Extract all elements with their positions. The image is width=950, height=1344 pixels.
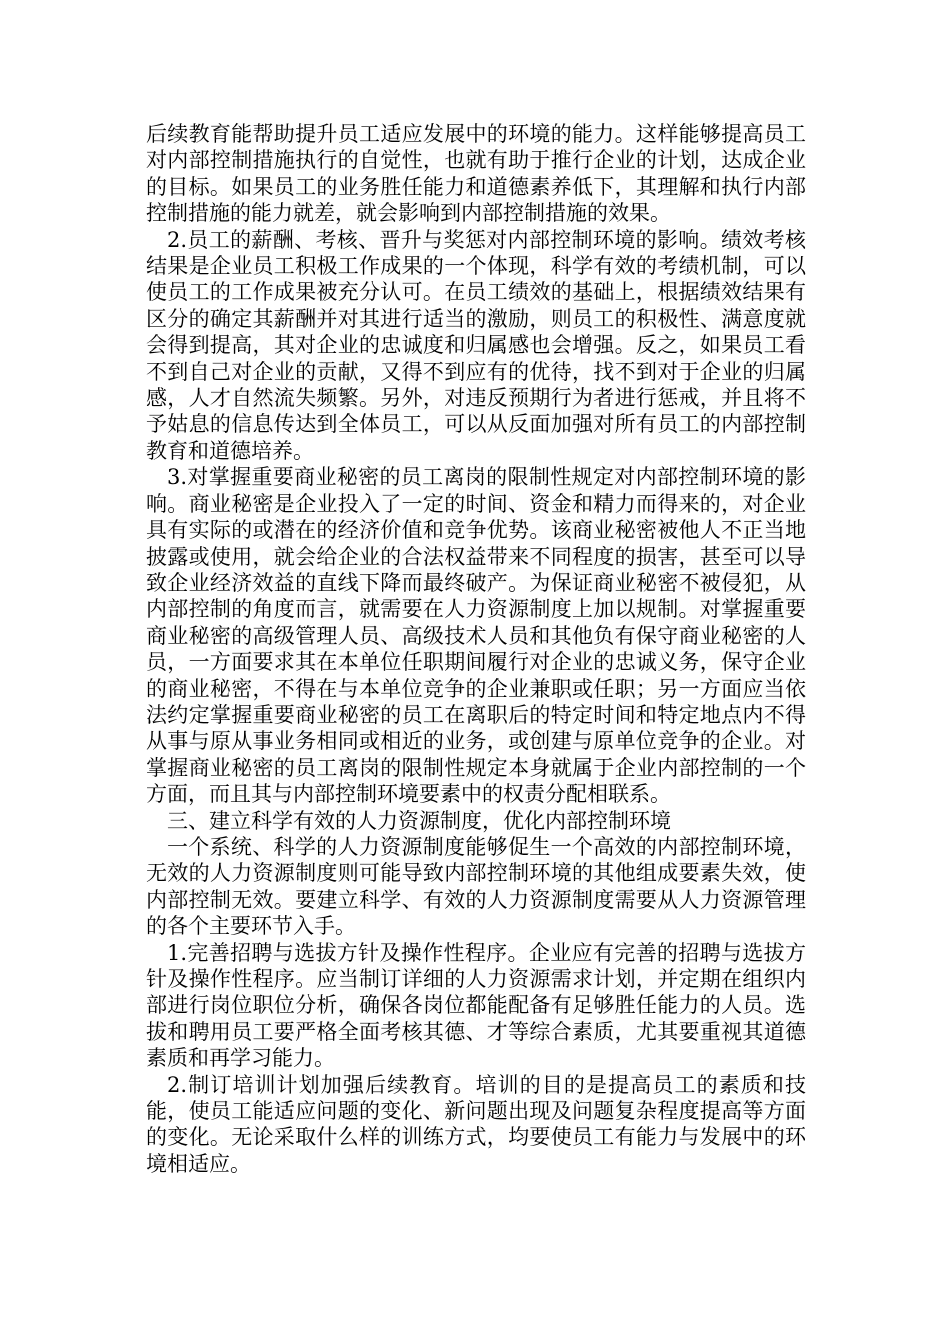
paragraph-continuation: 后续教育能帮助提升员工适应发展中的环境的能力。这样能够提高员工对内部控制措施执行的自觉性，也就有助于推行企业的计划，达成企业的目标。如果员工的业务胜任能力和道德素养低下，其理解和执行内部控制措施的能力就差，就会影响到内部控制措施的效果。 — [146, 122, 806, 226]
paragraph-training: 2.制订培训计划加强后续教育。培训的目的是提高员工的素质和技能，使员工能适应问题的变化、新问题出现及问题复杂程度提高等方面的变化。无论采取什么样的训练方式，均要使员工有能力与发展中的环境相适应。 — [146, 1072, 806, 1176]
section-heading: 三、建立科学有效的人力资源制度，优化内部控制环境 — [167, 808, 671, 833]
paragraph-trade-secrets: 3.对掌握重要商业秘密的员工离岗的限制性规定对内部控制环境的影响。商业秘密是企业投入了一定的时间、资金和精力而得来的，对企业具有实际的或潜在的经济价值和竞争优势。该商业秘密被他人不正当地披露或使用，就会给企业的合法权益带来不同程度的损害，甚至可以导致企业经济效益的直线下降而最终破产。为保证商业秘密不被侵犯，从内部控制的角度而言，就需要在人力资源制度上加以规制。对掌握重要商业秘密的高级管理人员、高级技术人员和其他负有保守商业秘密的人员，一方面要求其在本单位任职期间履行对企业的忠诚义务，保守企业的商业秘密，不得在与本单位竞争的企业兼职或任职；另一方面应当依法约定掌握重要商业秘密的员工在离职后的特定时间和特定地点内不得从事与原从事业务相同或相近的业务，或创建与原单位竞争的企业。对掌握商业秘密的员工离岗的限制性规定本身就属于企业内部控制的一个方面，而且其与内部控制环境要素中的权责分配相联系。 — [146, 465, 806, 807]
paragraph-recruitment: 1.完善招聘与选拔方针及操作性程序。企业应有完善的招聘与选拔方针及操作性程序。应当制订详细的人力资源需求计划，并定期在组织内部进行岗位职位分析，确保各岗位都能配备有足够胜任能力的人员。选拔和聘用员工要严格全面考核其德、才等综合素质，尤其要重视其道德素质和再学习能力。 — [146, 940, 806, 1071]
document-body — [146, 121, 806, 1177]
paragraph-compensation: 2.员工的薪酬、考核、晋升与奖惩对内部控制环境的影响。绩效考核结果是企业员工积极工作成果的一个体现，科学有效的考绩机制，可以使员工的工作成果被充分认可。在员工绩效的基础上，根据绩效结果有区分的确定其薪酬并对其进行适当的激励，则员工的积极性、满意度就会得到提高，其对企业的忠诚度和归属感也会增强。反之，如果员工看不到自己对企业的贡献，又得不到应有的优待，找不到对于企业的归属感，人才自然流失频繁。另外，对违反预期行为者进行惩戒，并且将不予姑息的信息传达到全体员工，可以从反面加强对所有员工的内部控制教育和道德培养。 — [146, 227, 806, 463]
paragraph-hr-system: 一个系统、科学的人力资源制度能够促生一个高效的内部控制环境，无效的人力资源制度则可能导致内部控制环境的其他组成要素失效，使内部控制无效。要建立科学、有效的人力资源制度需要从人力资源管理的各个主要环节入手。 — [146, 834, 806, 939]
